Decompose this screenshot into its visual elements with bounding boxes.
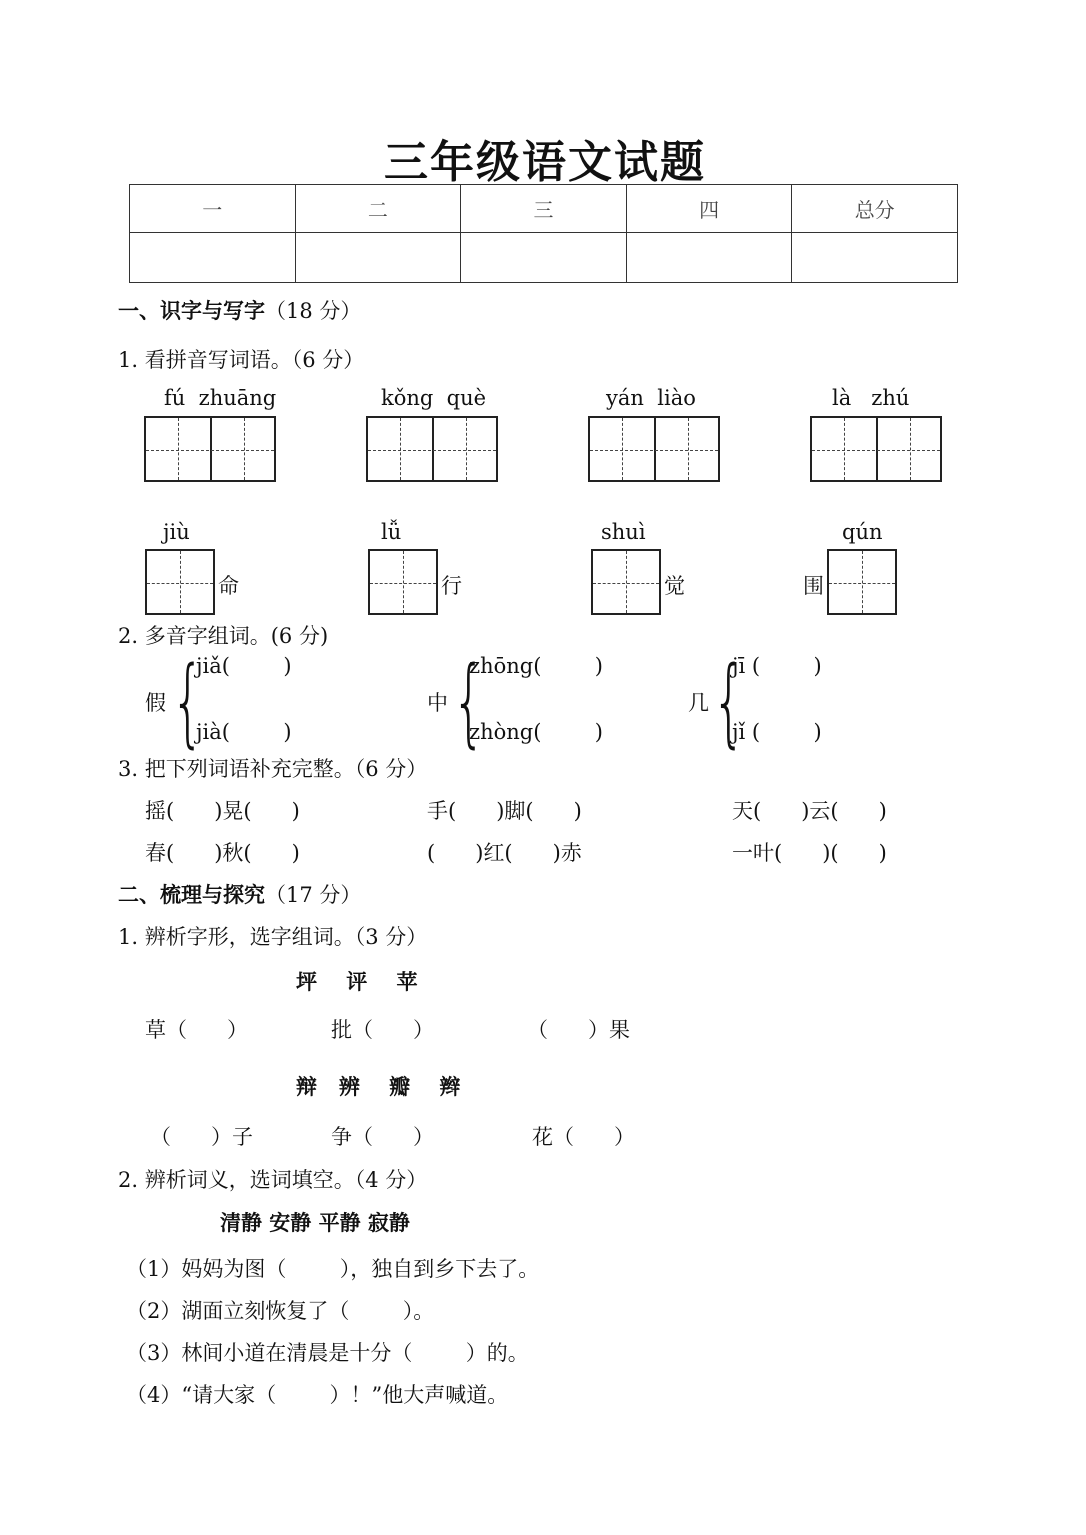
pinyin-single-1: jiù: [163, 520, 190, 544]
blank-1-3: （ ）果: [527, 1018, 631, 1042]
char-after-3: 觉: [664, 574, 685, 598]
brace-1: {: [171, 646, 205, 758]
poly-char-1: 假: [145, 691, 166, 715]
pinyin-single-3: shuì: [601, 520, 646, 544]
char-after-1: 命: [218, 574, 239, 598]
idiom-6: 一叶( )( ): [732, 841, 887, 865]
score-cell-1[interactable]: [130, 233, 296, 283]
char-grid-2[interactable]: [368, 549, 438, 615]
s2-q1-label: 1. 辨析字形，选字组词。（3 分）: [118, 925, 428, 949]
pinyin-word-2: kǒng què: [381, 386, 487, 410]
poly-top-3: jī ( ): [732, 654, 822, 678]
blank-2-1: （ ）子: [150, 1125, 254, 1149]
char-before-4: 围: [803, 574, 824, 598]
brace-3: {: [712, 646, 746, 758]
idiom-1: 摇( )晃( ): [145, 799, 300, 823]
pinyin-single-2: lǚ: [381, 520, 402, 544]
blank-1-1: 草（ ）: [145, 1018, 249, 1042]
pinyin-single-4: qún: [842, 520, 883, 544]
poly-bottom-3: jǐ ( ): [732, 720, 822, 744]
score-header-4: 四: [626, 185, 792, 233]
section2-heading: [118, 879, 361, 909]
blank-1-2: 批（ ）: [331, 1018, 435, 1042]
score-cell-3[interactable]: [461, 233, 627, 283]
section1-points: （18 分）: [265, 299, 362, 323]
score-header-1: 一: [130, 185, 296, 233]
fill-item-1: （1）妈妈为图（ ），独自到乡下去了。: [126, 1257, 540, 1281]
poly-top-1: jiǎ( ): [196, 654, 292, 678]
idiom-4: 春( )秋( ): [145, 841, 300, 865]
pinyin-word-4: là zhú: [832, 386, 910, 410]
page-title: 三年级语文试题: [384, 137, 706, 188]
brace-2: {: [452, 646, 486, 758]
s1-q3-label: 3. 把下列词语补充完整。（6 分）: [118, 757, 428, 781]
idiom-2: 手( )脚( ): [427, 799, 582, 823]
score-header-total: 总分: [792, 185, 958, 233]
word-choices: 清静 安静 平静 寂静: [220, 1210, 410, 1235]
pinyin-word-3: yán liào: [606, 386, 696, 410]
pinyin-word-1: fú zhuāng: [164, 386, 277, 410]
writing-grid-3[interactable]: [588, 416, 720, 482]
s1-q2-label: 2. 多音字组词。(6 分): [118, 624, 329, 648]
s1-q1-label: 1. 看拼音写词语。（6 分）: [118, 348, 365, 372]
char-grid-1[interactable]: [145, 549, 215, 615]
section2-title: 二、梳理与探究: [118, 883, 265, 907]
poly-char-3: 几: [688, 691, 709, 715]
idiom-3: 天( )云( ): [732, 799, 887, 823]
score-cell-2[interactable]: [295, 233, 461, 283]
score-cell-total[interactable]: [792, 233, 958, 283]
writing-grid-4[interactable]: [810, 416, 942, 482]
poly-bottom-1: jià( ): [196, 720, 292, 744]
writing-grid-2[interactable]: [366, 416, 498, 482]
char-grid-4[interactable]: [827, 549, 897, 615]
poly-char-2: 中: [427, 691, 448, 715]
score-cell-4[interactable]: [626, 233, 792, 283]
score-table: [129, 184, 958, 283]
choice-chars-2: 辩 辨 瓣 辫: [296, 1074, 461, 1099]
section1-heading: [118, 295, 361, 325]
section1-title: 一、识字与写字: [118, 299, 265, 323]
fill-item-2: （2）湖面立刻恢复了（ ）。: [126, 1299, 435, 1323]
idiom-5: ( )红( )赤: [427, 841, 582, 865]
poly-top-2: zhōng( ): [469, 654, 603, 678]
fill-item-4: （4）“请大家（ ）！”他大声喊道。: [126, 1383, 509, 1407]
section2-points: （17 分）: [265, 883, 362, 907]
score-header-2: 二: [295, 185, 461, 233]
poly-bottom-2: zhòng( ): [469, 720, 603, 744]
char-grid-3[interactable]: [591, 549, 661, 615]
score-header-3: 三: [461, 185, 627, 233]
blank-2-2: 争（ ）: [331, 1125, 435, 1149]
blank-2-3: 花（ ）: [532, 1125, 636, 1149]
s2-q2-label: 2. 辨析词义，选词填空。（4 分）: [118, 1168, 428, 1192]
fill-item-3: （3）林间小道在清晨是十分（ ）的。: [126, 1341, 529, 1365]
writing-grid-1[interactable]: [144, 416, 276, 482]
char-after-2: 行: [441, 574, 462, 598]
choice-chars-1: 坪 评 苹: [296, 969, 418, 994]
